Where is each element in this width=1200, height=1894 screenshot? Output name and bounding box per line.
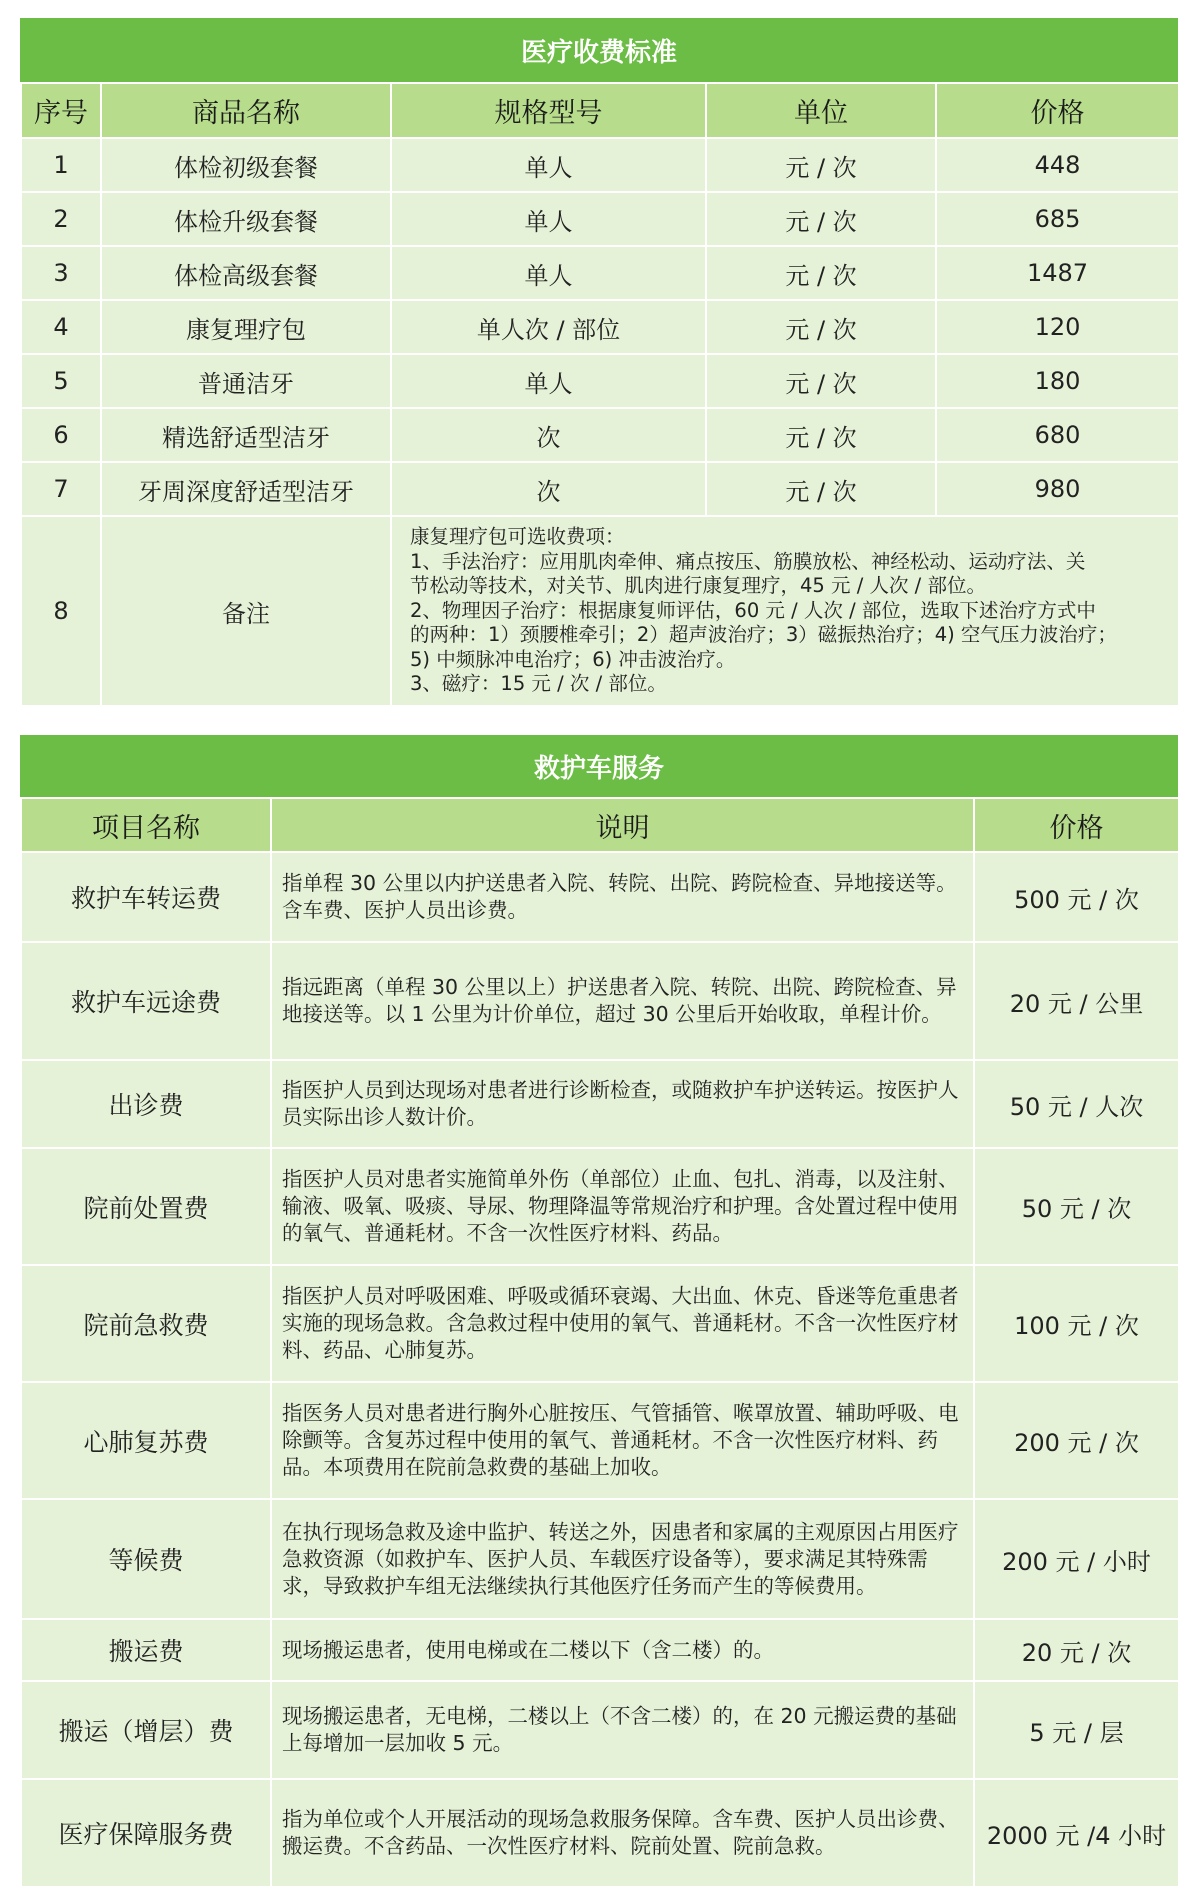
item-name: 搬运（增层）费 — [21, 1681, 271, 1779]
row-price: 980 — [936, 462, 1179, 516]
row-spec: 单人 — [391, 138, 706, 192]
note-row-no: 8 — [21, 516, 101, 706]
fee-table — [20, 82, 1180, 707]
row-spec: 单人次 / 部位 — [391, 300, 706, 354]
row-name: 体检高级套餐 — [101, 246, 391, 300]
row-name: 牙周深度舒适型洁牙 — [101, 462, 391, 516]
item-name: 救护车转运费 — [21, 852, 271, 942]
note-line: 1、手法治疗：应用肌肉牵伸、痛点按压、筋膜放松、神经松动、运动疗法、关 — [410, 549, 1086, 573]
item-name: 院前急救费 — [21, 1265, 271, 1382]
item-description: 指医护人员对患者实施简单外伤（单部位）止血、包扎、消毒，以及注射、输液、吸氧、吸痰、导尿、物理降温等常规治疗和护理。含处置过程中使用的氧气、普通耗材。不含一次性医疗材料、药品。 — [271, 1148, 974, 1265]
row-spec: 次 — [391, 462, 706, 516]
header-spec: 规格型号 — [391, 83, 706, 138]
item-description: 指单程 30 公里以内护送患者入院、转院、出院、跨院检查、异地接送等。含车费、医护人员出诊费。 — [271, 852, 974, 942]
table-row — [21, 1619, 1179, 1681]
header-product-name: 商品名称 — [101, 83, 391, 138]
note-row — [21, 516, 1179, 706]
row-name: 体检初级套餐 — [101, 138, 391, 192]
row-price: 685 — [936, 192, 1179, 246]
fee-title-text: 医疗收费标准 — [520, 37, 677, 68]
row-no: 4 — [21, 300, 101, 354]
note-line: 的两种：1）颈腰椎牵引；2）超声波治疗；3）磁振热治疗；4) 空气压力波治疗； — [410, 623, 1117, 646]
ambulance-section-title — [20, 735, 1178, 797]
item-description: 指为单位或个人开展活动的现场急救服务保障。含车费、医护人员出诊费、搬运费。不含药品、一次性医疗材料、院前处置、院前急救。 — [271, 1779, 974, 1887]
row-unit: 元 / 次 — [706, 300, 936, 354]
table-row — [21, 246, 1179, 300]
table-row — [21, 852, 1179, 942]
item-name: 救护车远途费 — [21, 942, 271, 1060]
item-description: 指医务人员对患者进行胸外心脏按压、气管插管、喉罩放置、辅助呼吸、电除颤等。含复苏过程中使用的氧气、普通耗材。不含一次性医疗材料、药品。本项费用在院前急救费的基础上加收。 — [271, 1382, 974, 1499]
note-line: 3、磁疗：15 元 / 次 / 部位。 — [410, 672, 667, 695]
table-row — [21, 1148, 1179, 1265]
header-description: 说明 — [271, 798, 974, 852]
fee-header-row — [21, 83, 1179, 138]
note-line: 5) 中频脉冲电治疗；6) 冲击波治疗。 — [410, 647, 736, 671]
row-unit: 元 / 次 — [706, 462, 936, 516]
note-row-name: 备注 — [101, 516, 391, 706]
table-row — [21, 462, 1179, 516]
row-name: 普通洁牙 — [101, 354, 391, 408]
table-row — [21, 942, 1179, 1060]
item-description: 现场搬运患者，使用电梯或在二楼以下（含二楼）的。 — [271, 1619, 974, 1681]
header-item-name: 项目名称 — [21, 798, 271, 852]
item-name: 搬运费 — [21, 1619, 271, 1681]
row-no: 3 — [21, 246, 101, 300]
item-name: 等候费 — [21, 1499, 271, 1619]
row-spec: 次 — [391, 408, 706, 462]
item-description: 指医护人员对呼吸困难、呼吸或循环衰竭、大出血、休克、昏迷等危重患者实施的现场急救。含急救过程中使用的氧气、普通耗材。不含一次性医疗材料、药品、心肺复苏。 — [271, 1265, 974, 1382]
row-price: 120 — [936, 300, 1179, 354]
item-price: 50 元 / 人次 — [974, 1060, 1179, 1148]
row-no: 5 — [21, 354, 101, 408]
item-name: 医疗保障服务费 — [21, 1779, 271, 1887]
item-price: 200 元 / 小时 — [974, 1499, 1179, 1619]
row-price: 180 — [936, 354, 1179, 408]
row-name: 体检升级套餐 — [101, 192, 391, 246]
ambulance-section — [20, 735, 1178, 1888]
item-price: 20 元 / 公里 — [974, 942, 1179, 1060]
item-price: 100 元 / 次 — [974, 1265, 1179, 1382]
item-price: 2000 元 /4 小时 — [974, 1779, 1179, 1887]
table-row — [21, 1779, 1179, 1887]
row-no: 6 — [21, 408, 101, 462]
row-unit: 元 / 次 — [706, 246, 936, 300]
row-unit: 元 / 次 — [706, 408, 936, 462]
table-row — [21, 192, 1179, 246]
table-row — [21, 300, 1179, 354]
row-name: 精选舒适型洁牙 — [101, 408, 391, 462]
header-unit: 单位 — [706, 83, 936, 138]
header-price: 价格 — [974, 798, 1179, 852]
ambulance-header-row — [21, 798, 1179, 852]
fee-section-title — [20, 18, 1178, 82]
row-price: 448 — [936, 138, 1179, 192]
row-no: 2 — [21, 192, 101, 246]
note-line: 2、物理因子治疗：根据康复师评估，60 元 / 人次 / 部位，选取下述治疗方式中 — [410, 598, 1096, 622]
ambulance-title-text: 救护车服务 — [533, 753, 664, 784]
table-row — [21, 408, 1179, 462]
table-row — [21, 138, 1179, 192]
item-name: 院前处置费 — [21, 1148, 271, 1265]
row-price: 1487 — [936, 246, 1179, 300]
row-spec: 单人 — [391, 246, 706, 300]
table-row — [21, 1382, 1179, 1499]
item-price: 50 元 / 次 — [974, 1148, 1179, 1265]
item-price: 500 元 / 次 — [974, 852, 1179, 942]
header-price: 价格 — [936, 83, 1179, 138]
row-unit: 元 / 次 — [706, 138, 936, 192]
table-row — [21, 1060, 1179, 1148]
table-row — [21, 1681, 1179, 1779]
row-spec: 单人 — [391, 354, 706, 408]
row-spec: 单人 — [391, 192, 706, 246]
item-description: 现场搬运患者，无电梯，二楼以上（不含二楼）的，在 20 元搬运费的基础上每增加一层加收 5 元。 — [271, 1681, 974, 1779]
item-description: 指医护人员到达现场对患者进行诊断检查，或随救护车护送转运。按医护人员实际出诊人数计价。 — [271, 1060, 974, 1148]
note-line: 康复理疗包可选收费项： — [410, 525, 625, 548]
item-name: 心肺复苏费 — [21, 1382, 271, 1499]
row-unit: 元 / 次 — [706, 354, 936, 408]
ambulance-table — [20, 797, 1180, 1888]
row-unit: 元 / 次 — [706, 192, 936, 246]
item-name: 出诊费 — [21, 1060, 271, 1148]
note-content — [391, 516, 1179, 706]
item-price: 200 元 / 次 — [974, 1382, 1179, 1499]
table-row — [21, 354, 1179, 408]
item-price: 5 元 / 层 — [974, 1681, 1179, 1779]
row-no: 7 — [21, 462, 101, 516]
note-line: 节松动等技术，对关节、肌肉进行康复理疗，45 元 / 人次 / 部位。 — [410, 574, 986, 597]
row-price: 680 — [936, 408, 1179, 462]
item-price: 20 元 / 次 — [974, 1619, 1179, 1681]
row-name: 康复理疗包 — [101, 300, 391, 354]
table-row — [21, 1265, 1179, 1382]
item-description: 指远距离（单程 30 公里以上）护送患者入院、转院、出院、跨院检查、异地接送等。以 1 公里为计价单位，超过 30 公里后开始收取，单程计价。 — [271, 942, 974, 1060]
table-row — [21, 1499, 1179, 1619]
header-no: 序号 — [21, 83, 101, 138]
item-description: 在执行现场急救及途中监护、转送之外，因患者和家属的主观原因占用医疗急救资源（如救护车、医护人员、车载医疗设备等），要求满足其特殊需求，导致救护车组无法继续执行其他医疗任务而产生的等候费用。 — [271, 1499, 974, 1619]
row-no: 1 — [21, 138, 101, 192]
fee-section — [20, 18, 1178, 707]
